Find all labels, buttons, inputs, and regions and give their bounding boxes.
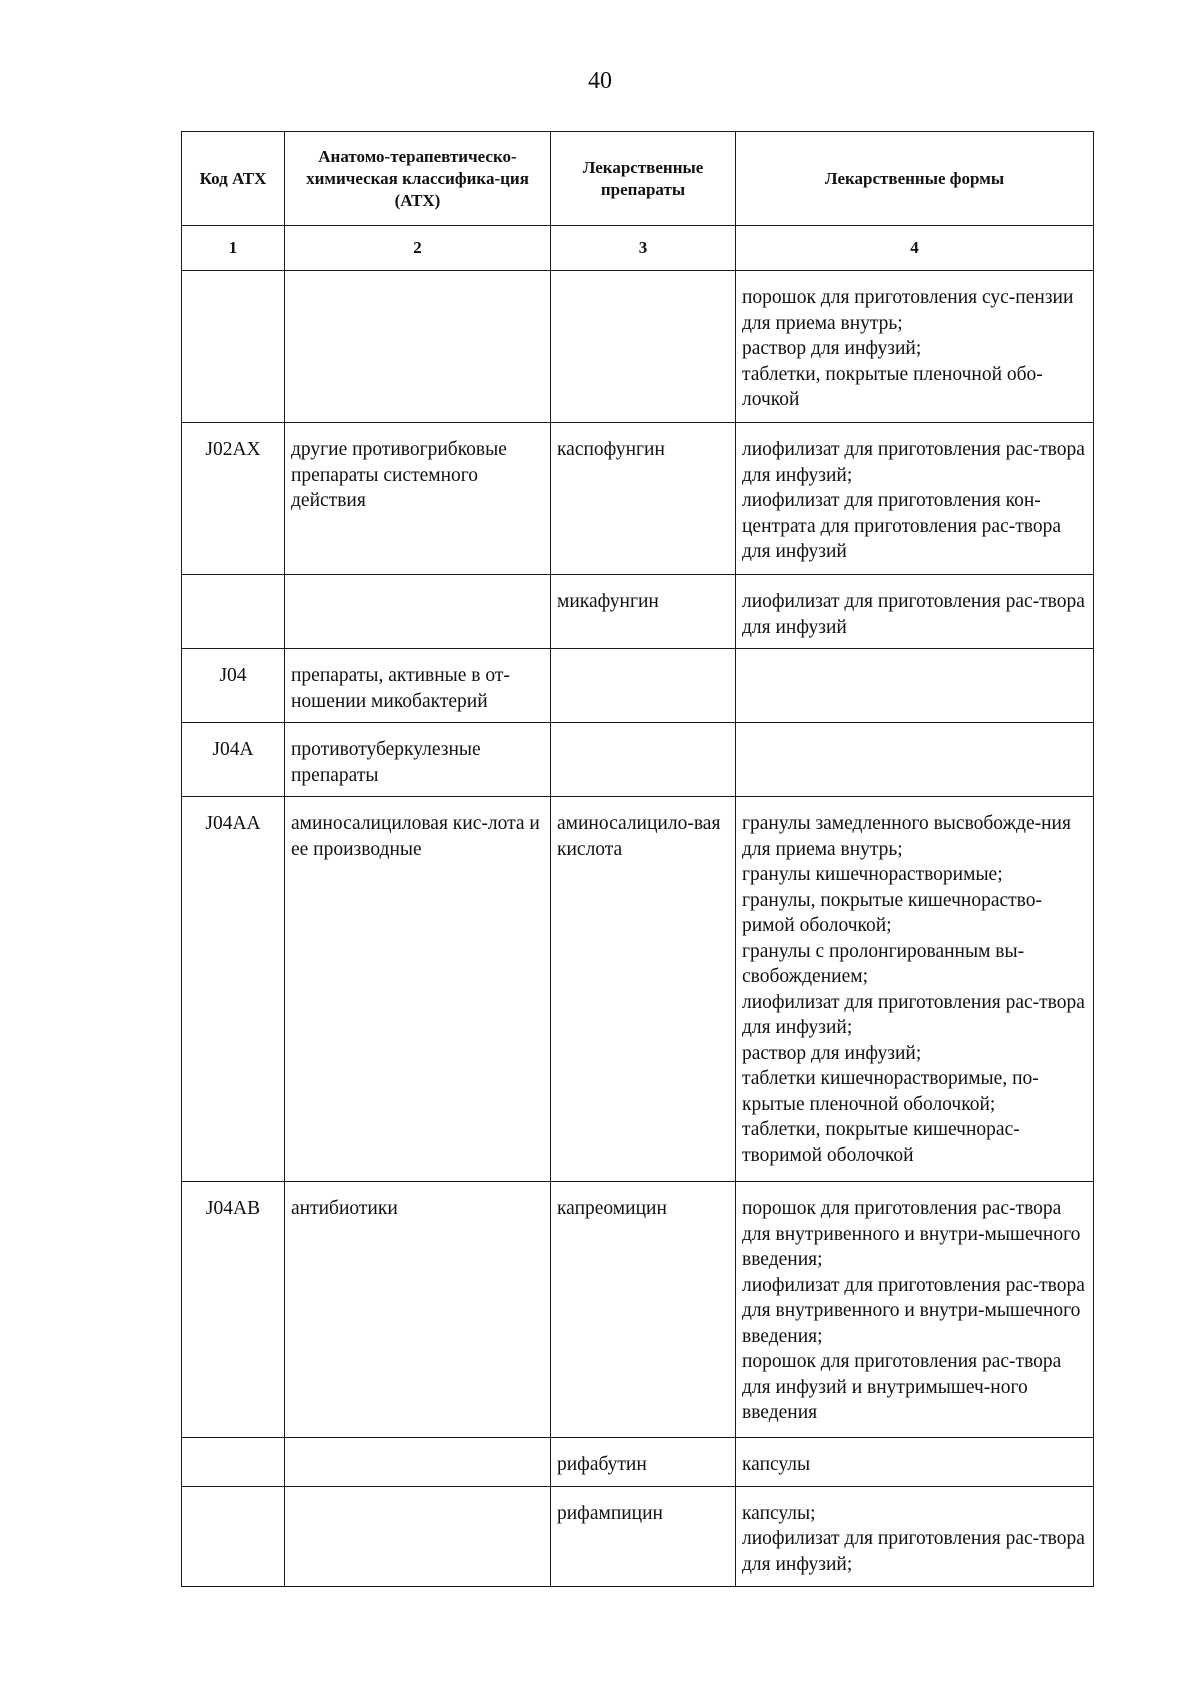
table-row — [182, 797, 1094, 1182]
code-cell — [182, 1438, 285, 1487]
code-cell: J02AX — [182, 423, 285, 575]
dosage-form-line: лиофилизат для приготовления рас-твора для внутривенного и внутри-мышечного введения; — [742, 1274, 1085, 1347]
forms-cell — [736, 423, 1094, 575]
table-row — [182, 723, 1094, 797]
drug-cell: аминосалицило-вая кислота — [551, 797, 736, 1182]
code-cell — [182, 1486, 285, 1586]
dosage-form-line: порошок для приготовления сус-пензии для приема внутрь; — [742, 287, 1074, 334]
dosage-form-line: порошок для приготовления рас-твора для инфузий и внутримышеч-ного введения — [742, 1351, 1062, 1423]
header-forms: Лекарственные формы — [736, 132, 1094, 226]
column-number: 1 — [182, 226, 285, 271]
forms-cell — [736, 1438, 1094, 1487]
dosage-form-line: лиофилизат для приготовления рас-твора для инфузий; — [742, 439, 1085, 486]
dosage-form-line: лиофилизат для приготовления рас-твора для инфузий; — [742, 1528, 1085, 1575]
column-number-row — [182, 226, 1094, 271]
code-cell: J04A — [182, 723, 285, 797]
drug-cell: рифабутин — [551, 1438, 736, 1487]
table-row — [182, 271, 1094, 423]
atx-drug-table — [181, 131, 1094, 1587]
forms-cell — [736, 1182, 1094, 1438]
code-cell — [182, 271, 285, 423]
dosage-form-line: капсулы — [742, 1454, 811, 1475]
table-row — [182, 1182, 1094, 1438]
code-cell: J04 — [182, 649, 285, 723]
column-number: 2 — [285, 226, 551, 271]
dosage-form-line: таблетки, покрытые пленочной обо-лочкой — [742, 363, 1043, 410]
classification-cell — [285, 271, 551, 423]
drug-cell — [551, 649, 736, 723]
table-row — [182, 1486, 1094, 1586]
table-row — [182, 649, 1094, 723]
table-header-row — [182, 132, 1094, 226]
classification-cell: препараты, активные в от-ношении микобактерий — [285, 649, 551, 723]
classification-cell: антибиотики — [285, 1182, 551, 1438]
drug-cell — [551, 271, 736, 423]
header-code: Код АТХ — [182, 132, 285, 226]
drug-cell: капреомицин — [551, 1182, 736, 1438]
dosage-form-line: таблетки, покрытые кишечнорас-творимой оболочкой — [742, 1119, 1020, 1166]
table-body — [182, 226, 1094, 1587]
classification-cell: противотуберкулезные препараты — [285, 723, 551, 797]
classification-cell — [285, 1438, 551, 1487]
dosage-form-line: капсулы; — [742, 1502, 816, 1524]
forms-cell — [736, 723, 1094, 797]
dosage-form-line: порошок для приготовления рас-твора для внутривенного и внутри-мышечного введения; — [742, 1198, 1081, 1270]
dosage-form-line: гранулы, покрытые кишечнораство-римой оболочкой; — [742, 889, 1042, 936]
dosage-form-line: лиофилизат для приготовления рас-твора для инфузий; — [742, 991, 1085, 1038]
table-row — [182, 1438, 1094, 1487]
dosage-form-line: лиофилизат для приготовления рас-твора для инфузий — [742, 591, 1085, 638]
drug-cell: микафунгин — [551, 575, 736, 649]
column-number: 3 — [551, 226, 736, 271]
classification-cell — [285, 575, 551, 649]
classification-cell: аминосалициловая кис-лота и ее производные — [285, 797, 551, 1182]
drug-cell — [551, 723, 736, 797]
dosage-form-line: гранулы с пролонгированным вы-свобождением; — [742, 940, 1025, 987]
code-cell — [182, 575, 285, 649]
dosage-form-line: раствор для инфузий; — [742, 1042, 922, 1064]
code-cell: J04AA — [182, 797, 285, 1182]
classification-cell — [285, 1486, 551, 1586]
dosage-form-line: гранулы замедленного высвобожде-ния для приема внутрь; — [742, 813, 1071, 860]
page-number: 40 — [588, 68, 612, 94]
forms-cell — [736, 797, 1094, 1182]
header-drugs: Лекарственные препараты — [551, 132, 736, 226]
column-number: 4 — [736, 226, 1094, 271]
forms-cell — [736, 575, 1094, 649]
table-row — [182, 575, 1094, 649]
forms-cell — [736, 271, 1094, 423]
forms-cell — [736, 649, 1094, 723]
dosage-form-line: таблетки кишечнорастворимые, по-крытые пленочной оболочкой; — [742, 1068, 1039, 1115]
code-cell: J04AB — [182, 1182, 285, 1438]
classification-cell: другие противогрибковые препараты системного действия — [285, 423, 551, 575]
dosage-form-line: раствор для инфузий; — [742, 338, 922, 359]
dosage-form-line: гранулы кишечнорастворимые; — [742, 864, 1003, 885]
dosage-form-line: лиофилизат для приготовления кон-центрата для приготовления рас-твора для инфузий — [742, 490, 1061, 562]
drug-cell: рифампицин — [551, 1486, 736, 1586]
table-row — [182, 423, 1094, 575]
header-classification: Анатомо-терапевтическо-химическая классифика-ция (АТХ) — [285, 132, 551, 226]
drug-cell: каспофунгин — [551, 423, 736, 575]
forms-cell — [736, 1486, 1094, 1586]
